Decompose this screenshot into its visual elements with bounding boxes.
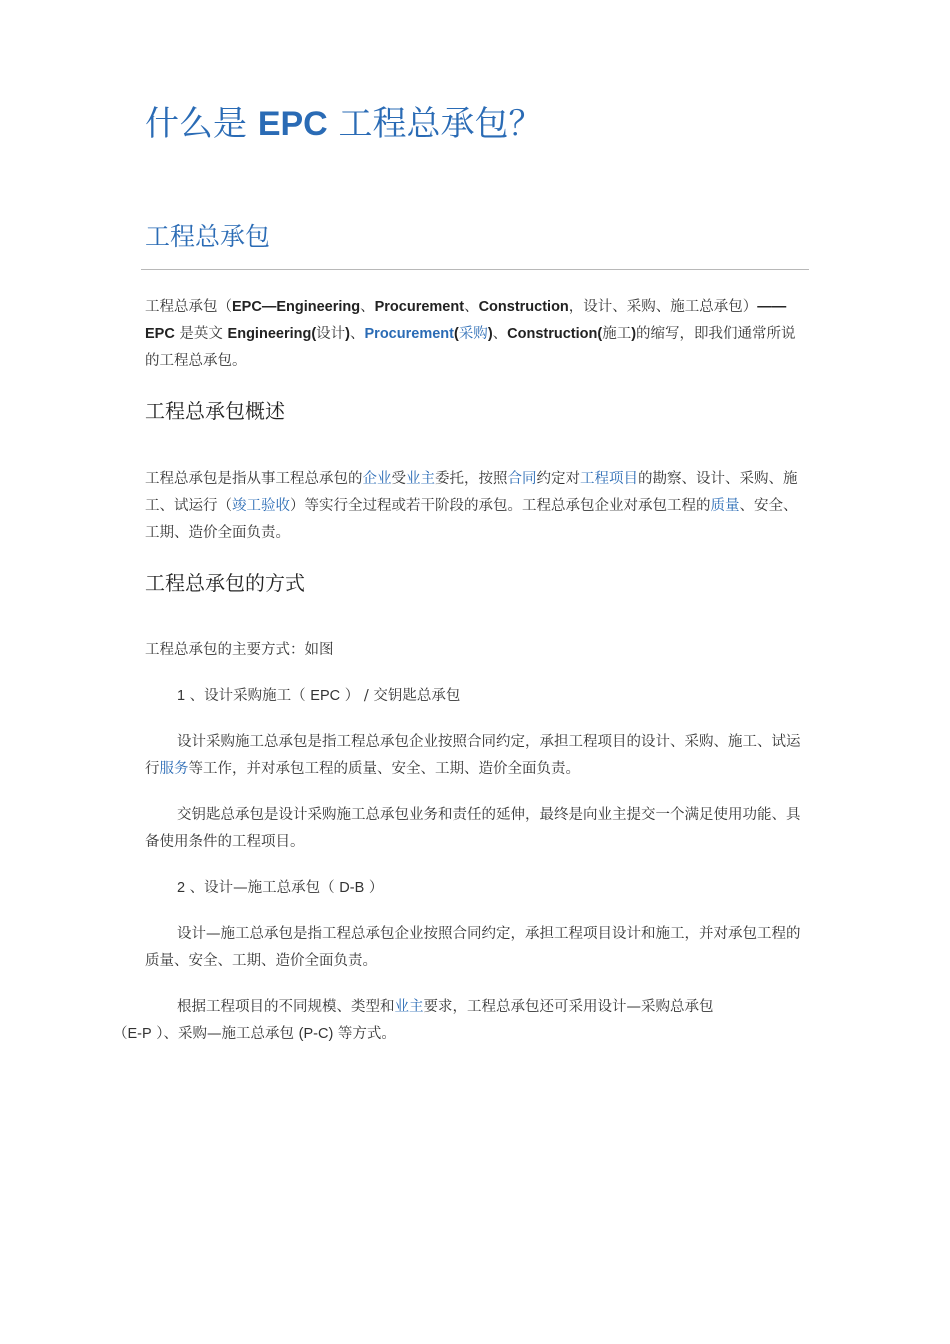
other-text: 要求，工程总承包还可采用设计—采购总承包 (423, 999, 714, 1015)
overview-text: ）等实行全过程或若干阶段的承包。工程总承包企业对承包工程的 (290, 498, 711, 514)
methods-heading: 工程总承包的方式 (145, 571, 305, 595)
intro-text: 、 (350, 326, 365, 342)
intro-text: 、 (360, 299, 375, 315)
method-item-epc (177, 683, 807, 710)
methods-lead: 工程总承包的主要方式：如图 (145, 642, 334, 658)
intro-text: 、 (464, 299, 479, 315)
item-text: 、设计—施工总承包（ (185, 880, 340, 896)
other-text: （ (113, 1026, 128, 1042)
db-description: 设计—施工总承包是指工程总承包企业按照合同约定，承担工程项目设计和施工，并对承包工程的质量、安全、工期、造价全面负责。 (145, 926, 801, 969)
intro-term-procurement: Procurement (374, 299, 465, 315)
overview-text: 工程总承包是指从事工程总承包的 (145, 471, 363, 487)
overview-text: 受 (391, 471, 406, 487)
intro-text: 施工 (602, 326, 632, 342)
page-title (145, 98, 543, 150)
other-text: ）、采购—施工总承包 (151, 1026, 299, 1042)
item-number: 1 (177, 688, 186, 704)
contract-link[interactable]: 合同 (507, 471, 537, 487)
procurement-cn-link[interactable]: 采购 (458, 326, 488, 342)
service-link[interactable]: 服务 (159, 761, 189, 777)
intro-term-construction: Construction (478, 299, 569, 315)
title-epc: EPC (257, 105, 328, 143)
project-link[interactable]: 工程项目 (580, 471, 638, 487)
epc-text: 设计采购施工总承包是指工程总承包企业按照合同约定，承担工程项目的设计、采购、施工、试运行 (145, 734, 801, 777)
owner-link[interactable]: 业主 (406, 471, 435, 487)
item-code: D-B (339, 880, 365, 896)
intro-term-engineering: Engineering( (227, 326, 317, 342)
item-text: ） / 交钥匙总承包 (340, 688, 461, 704)
quality-link[interactable]: 质量 (710, 498, 740, 514)
intro-paren: ) (345, 326, 351, 342)
intro-paren: ) (631, 326, 637, 342)
overview-heading: 工程总承包概述 (145, 399, 285, 423)
intro-term-construction: Construction( (507, 326, 603, 342)
title-prefix: 什么是 (145, 104, 258, 144)
section-divider (141, 269, 809, 270)
ep-code: E-P (127, 1026, 152, 1042)
acceptance-link[interactable]: 竣工验收 (232, 498, 290, 514)
item-text: 、设计采购施工（ (185, 688, 311, 704)
other-text: 等方式。 (333, 1026, 396, 1042)
item-code: EPC (310, 688, 341, 704)
overview-text: 的勘察、设计、采购、施工、试运行（ (145, 471, 798, 514)
item-text: ） (364, 880, 384, 896)
other-methods-paragraph (113, 994, 807, 1048)
overview-text: 、安全、工期、造价全面负责。 (145, 498, 798, 541)
owner-link-2[interactable]: 业主 (394, 999, 424, 1015)
section-heading: 工程总承包 (145, 222, 271, 251)
pc-code: (P-C) (298, 1026, 334, 1042)
overview-paragraph (145, 466, 807, 547)
title-suffix: 工程总承包？ (327, 104, 543, 144)
intro-paren: ) (487, 326, 493, 342)
intro-text: 设计 (316, 326, 346, 342)
intro-term-epc-engineering: EPC—Engineering (232, 299, 361, 315)
intro-text: ，设计、采购、施工总承包） (568, 299, 758, 315)
enterprise-link[interactable]: 企业 (362, 471, 392, 487)
epc-description (145, 729, 807, 783)
other-text: 根据工程项目的不同规模、类型和 (177, 999, 395, 1015)
epc-text: 等工作，并对承包工程的质量、安全、工期、造价全面负责。 (188, 761, 580, 777)
intro-paren: ( (453, 326, 459, 342)
intro-text: 是英文 (174, 326, 228, 342)
turnkey-description: 交钥匙总承包是设计采购施工总承包业务和责任的延伸，最终是向业主提交一个满足使用功能、具备使用条件的工程项目。 (145, 807, 801, 850)
intro-text: 工程总承包（ (145, 299, 232, 315)
method-item-db (177, 875, 807, 902)
intro-paragraph (145, 294, 807, 375)
intro-text: 的缩写，即我们通常所说的工程总承包。 (145, 326, 796, 369)
item-number: 2 (177, 880, 186, 896)
intro-term-epc: ——EPC (145, 299, 787, 342)
overview-text: 约定对 (536, 471, 580, 487)
procurement-link[interactable]: Procurement (364, 326, 454, 342)
intro-text: 、 (492, 326, 508, 342)
overview-text: 委托，按照 (435, 471, 508, 487)
